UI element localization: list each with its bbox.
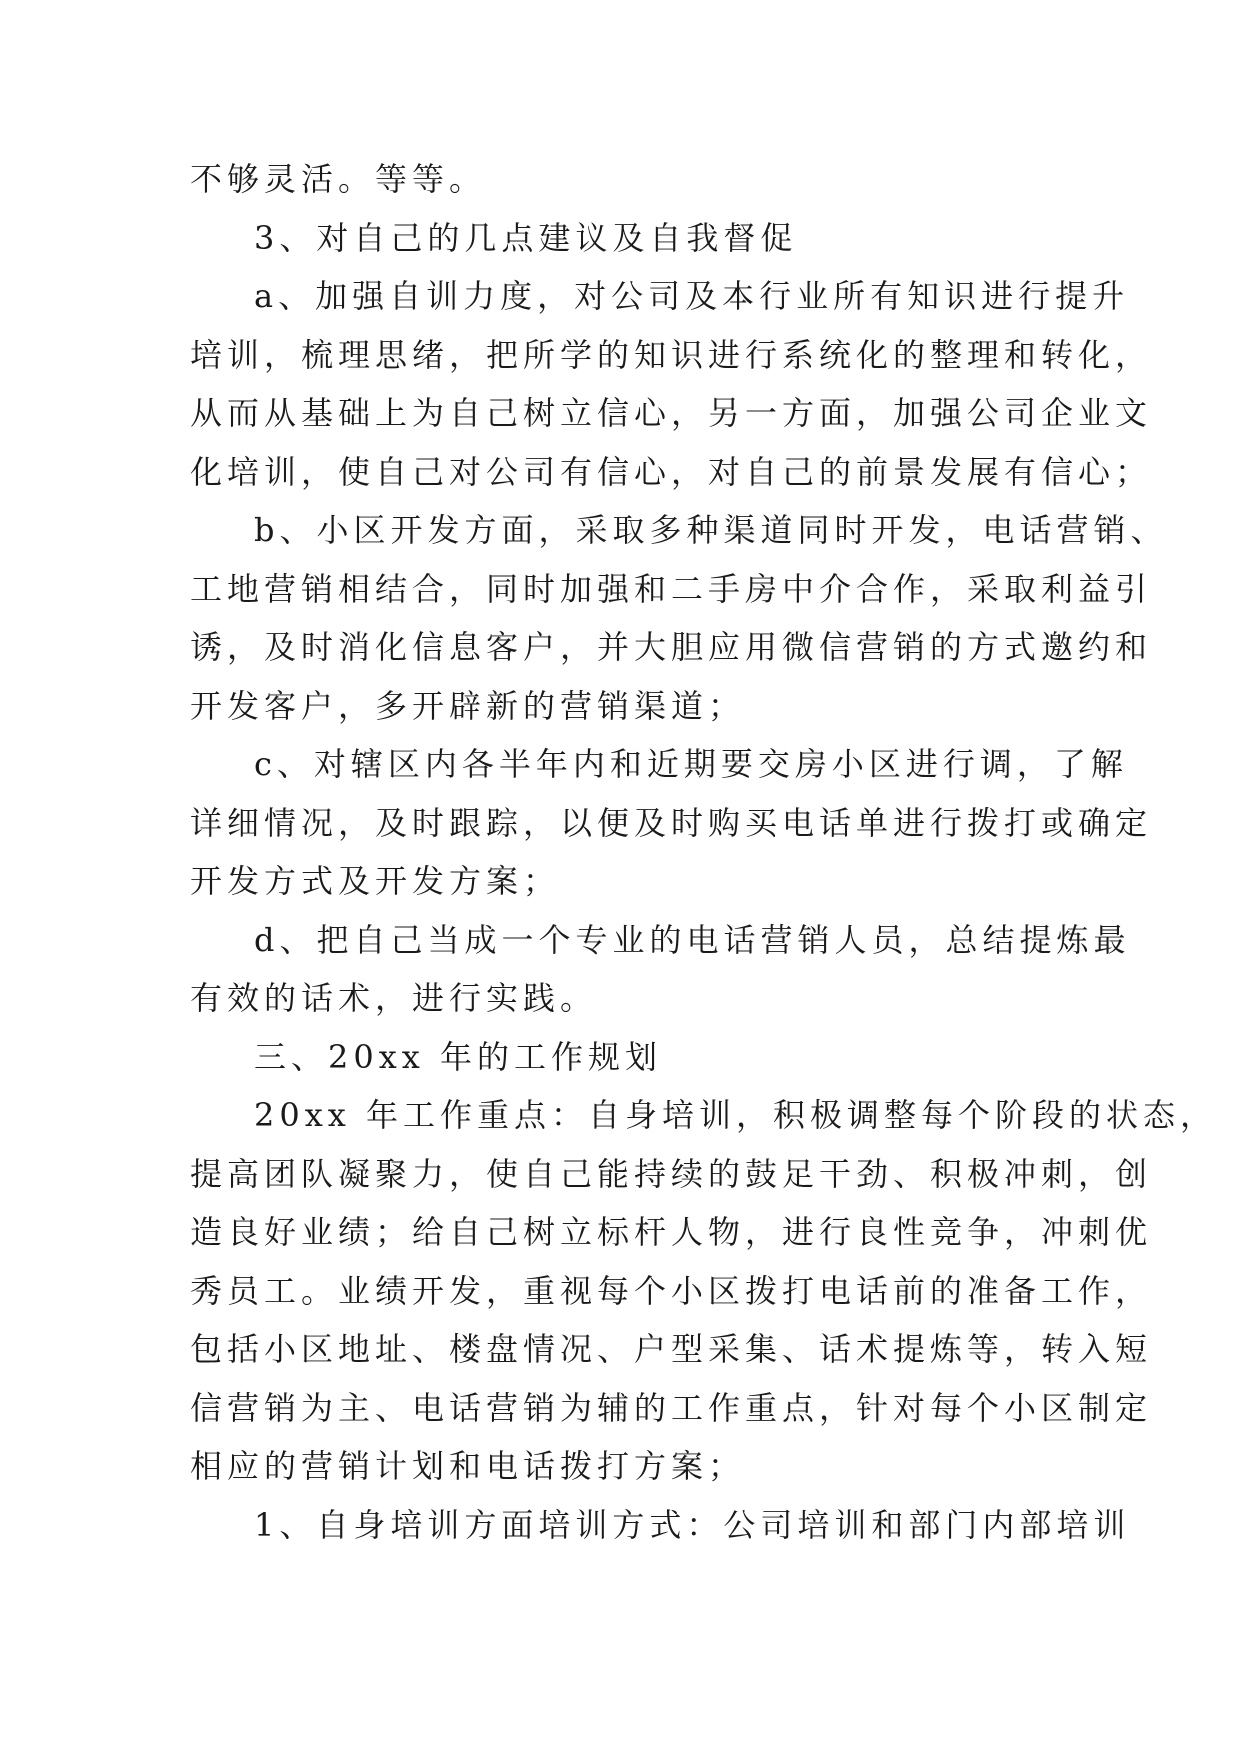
text-line: b、小区开发方面，采取多种渠道同时开发，电话营销、 (254, 511, 1168, 549)
text-line: 开发客户，多开辟新的营销渠道； (190, 686, 746, 725)
text-line: 20xx 年工作重点：自身培训，积极调整每个阶段的状态， (254, 1096, 1217, 1134)
text-line: 详细情况，及时跟踪，以便及时购买电话单进行拨打或确定 (190, 803, 1153, 842)
text-line: 信营销为主、电话营销为辅的工作重点，针对每个小区制定 (190, 1388, 1153, 1427)
paragraph-work-focus (190, 1086, 1217, 1496)
text-line: 造良好业绩；给自己树立标杆人物，进行良性竞争，冲刺优 (190, 1213, 1153, 1251)
text-line: 1、自身培训方面培训方式：公司培训和部门内部培训 (254, 1505, 1131, 1544)
text-line: 培训，梳理思绪，把所学的知识进行系统化的整理和转化， (190, 335, 1153, 374)
text-line: 开发方式及开发方案； (190, 862, 561, 900)
text-line: a、加强自训力度，对公司及本行业所有知识进行提升 (254, 277, 1130, 315)
text-line: 提高团队凝聚力，使自己能持续的鼓足干劲、积极冲刺，创 (190, 1154, 1153, 1193)
paragraph-item-b (190, 501, 1168, 735)
text-line: 相应的营销计划和电话拨打方案； (190, 1447, 746, 1485)
text-line: 有效的话术，进行实践。 (190, 979, 598, 1017)
paragraph-continuation (190, 150, 1060, 209)
paragraph-item-a (190, 267, 1153, 501)
text-line: 化培训，使自己对公司有信心，对自己的前景发展有信心； (190, 452, 1153, 491)
text-line: 秀员工。业绩开发，重视每个小区拨打电话前的准备工作， (190, 1271, 1153, 1310)
text-line: d、把自己当成一个专业的电话营销人员，总结提炼最 (254, 920, 1131, 959)
text-line: c、对辖区内各半年内和近期要交房小区进行调，了解 (254, 745, 1128, 783)
text-line: 工地营销相结合，同时加强和二手房中介合作，采取利益引 (190, 569, 1153, 608)
paragraph-item-c (190, 735, 1153, 911)
text-line: 不够灵活。等等。 (190, 160, 487, 198)
paragraph-training-item-1 (190, 1496, 1131, 1555)
text-line: 3、对自己的几点建议及自我督促 (254, 218, 798, 257)
document-page (190, 150, 1217, 1554)
paragraph-item-d (190, 911, 1131, 1028)
text-line: 三、20xx 年的工作规划 (254, 1037, 662, 1076)
paragraph-section-heading-three (190, 1028, 1060, 1087)
text-line: 包括小区地址、楼盘情况、户型采集、话术提炼等，转入短 (190, 1330, 1153, 1368)
paragraph-section-heading-3 (190, 209, 1060, 268)
text-line: 从而从基础上为自己树立信心，另一方面，加强公司企业文 (190, 394, 1153, 432)
text-line: 诱，及时消化信息客户，并大胆应用微信营销的方式邀约和 (190, 628, 1153, 666)
